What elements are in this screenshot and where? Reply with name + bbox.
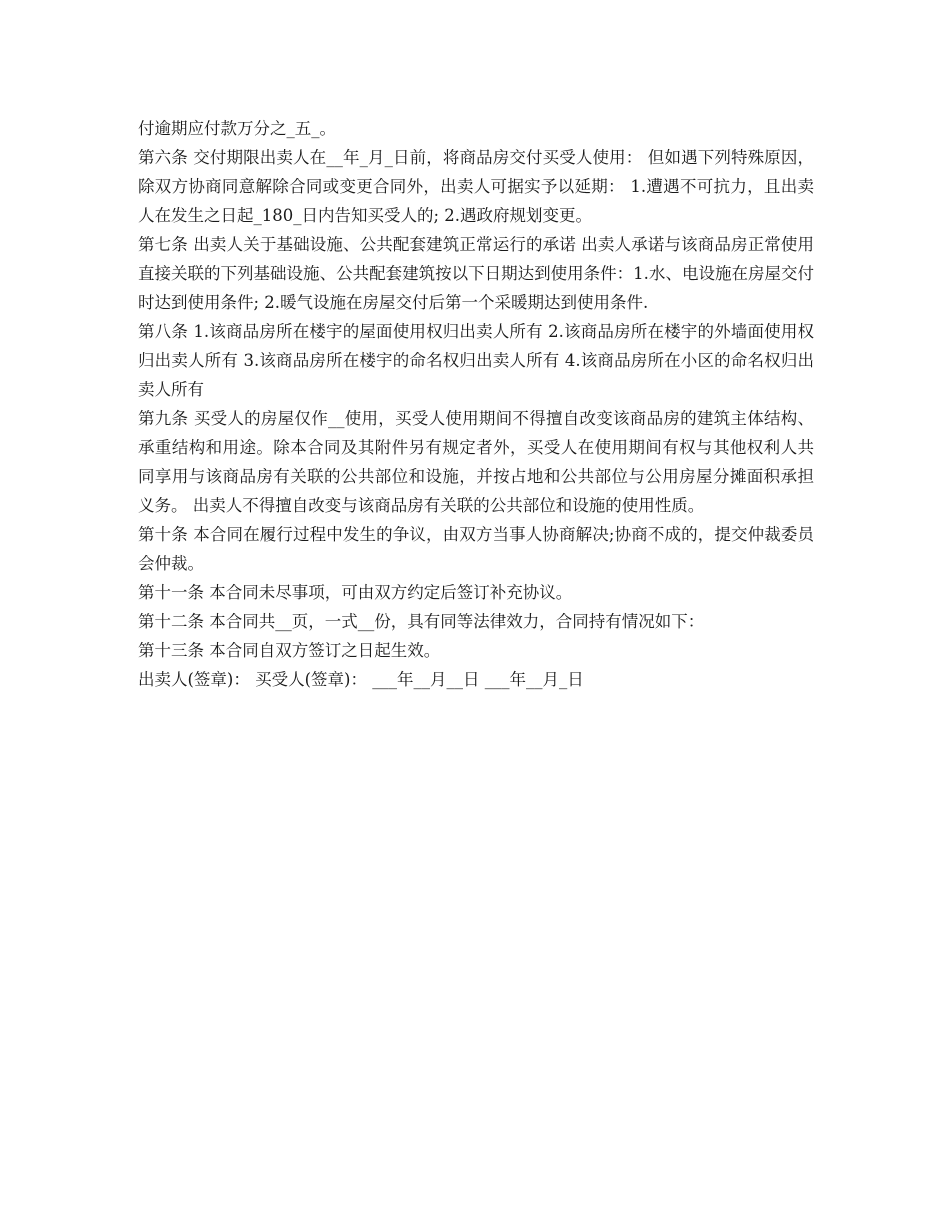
paragraph-article-13: 第十三条 本合同自双方签订之日起生效。 xyxy=(138,641,441,660)
document-body xyxy=(138,114,814,694)
paragraph-article-10: 第十条 本合同在履行过程中发生的争议，由双方当事人协商解决;协商不成的，提交仲裁委员会仲裁。 xyxy=(138,525,814,573)
paragraph-article-12: 第十二条 本合同共__页，一式__份，具有同等法律效力，合同持有情况如下： xyxy=(138,612,705,631)
paragraph-article-8: 第八条 1.该商品房所在楼宇的屋面使用权归出卖人所有 2.该商品房所在楼宇的外墙面使用权归出卖人所有 3.该商品房所在楼宇的命名权归出卖人所有 4.该商品房所在小区的命名权归出卖人所有 xyxy=(138,322,814,399)
paragraph-article-7: 第七条 出卖人关于基础设施、公共配套建筑正常运行的承诺 出卖人承诺与该商品房正常使用直接关联的下列基础设施、公共配套建筑按以下日期达到使用条件：1.水、电设施在房屋交付时达到使用条件; 2.暖气设施在房屋交付后第一个采暖期达到使用条件. xyxy=(138,235,814,312)
signature-line: 出卖人(签章)： 买受人(签章)： ___年__月__日 ___年__月_日 xyxy=(138,670,584,689)
paragraph-overdue-rate: 付逾期应付款万分之_五_。 xyxy=(138,119,336,138)
paragraph-article-6: 第六条 交付期限出卖人在__年_月_日前，将商品房交付买受人使用： 但如遇下列特殊原因，除双方协商同意解除合同或变更合同外，出卖人可据实予以延期： 1.遭遇不可抗力，且出卖人在发生之日起_180_日内告知买受人的; 2.遇政府规划变更。 xyxy=(138,148,814,225)
paragraph-article-9: 第九条 买受人的房屋仅作__使用，买受人使用期间不得擅自改变该商品房的建筑主体结构、承重结构和用途。除本合同及其附件另有规定者外，买受人在使用期间有权与其他权利人共同享用与该商品房有关联的公共部位和设施，并按占地和公共部位与公用房屋分摊面积承担义务。 出卖人不得擅自改变与该商品房有关联的公共部位和设施的使用性质。 xyxy=(138,409,814,515)
paragraph-article-11: 第十一条 本合同未尽事项，可由双方约定后签订补充协议。 xyxy=(138,583,573,602)
